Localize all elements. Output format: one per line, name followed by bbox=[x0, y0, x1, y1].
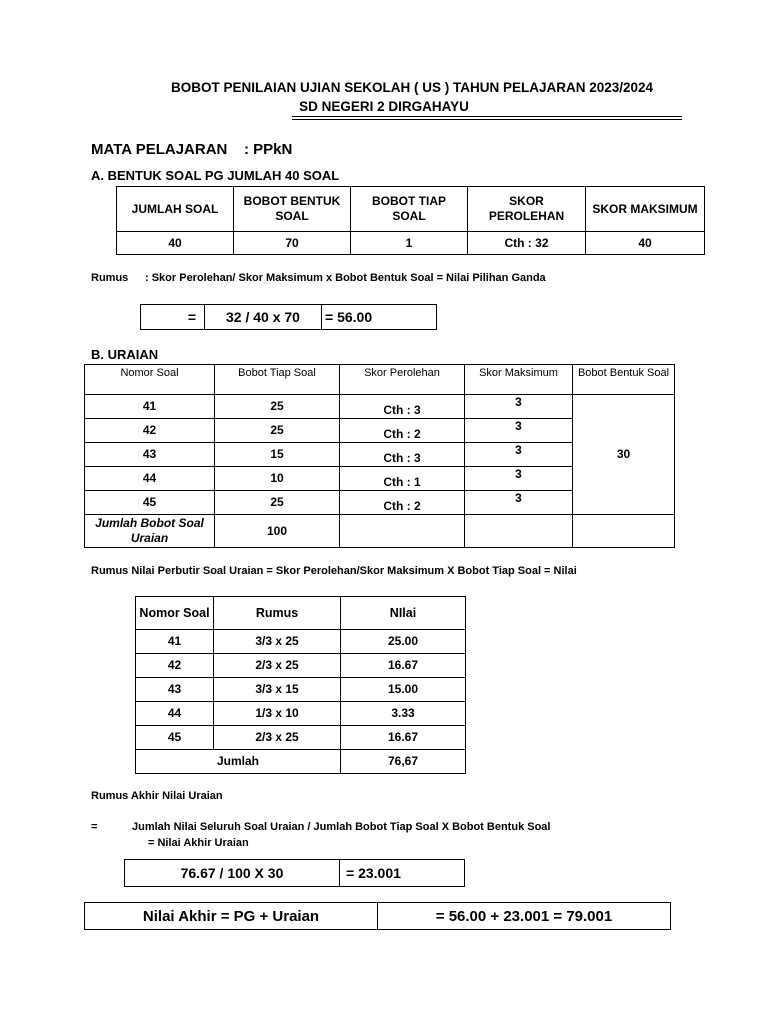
pg-header-cell: SKOR MAKSIMUM bbox=[586, 187, 705, 232]
section-a-title: A. BENTUK SOAL PG JUMLAH 40 SOAL bbox=[91, 168, 340, 183]
perbutir-no: 41 bbox=[136, 630, 214, 654]
uraian-bobot: 25 bbox=[215, 395, 340, 419]
uraian-header-cell: Nomor Soal bbox=[85, 365, 215, 395]
pg-value-cell: 40 bbox=[586, 232, 705, 255]
pg-value-row bbox=[117, 232, 705, 255]
uraian-calc-expr: 76.67 / 100 X 30 bbox=[125, 860, 340, 887]
final-box bbox=[84, 902, 671, 930]
uraian-bobot: 25 bbox=[215, 419, 340, 443]
uraian-skor: Cth : 2 bbox=[340, 491, 465, 515]
subject-value: : PPkN bbox=[244, 141, 293, 158]
uraian-calc-box bbox=[124, 859, 465, 887]
title-underline-1 bbox=[292, 116, 682, 117]
uraian-total-label: Jumlah Bobot Soal Uraian bbox=[85, 515, 215, 548]
perbutir-no: 42 bbox=[136, 654, 214, 678]
uraian-no: 42 bbox=[85, 419, 215, 443]
uraian-header-cell: Bobot Tiap Soal bbox=[215, 365, 340, 395]
perbutir-header-cell: NIlai bbox=[341, 597, 466, 630]
uraian-bobot: 10 bbox=[215, 467, 340, 491]
uraian-maks: 3 bbox=[465, 419, 573, 443]
perbutir-rumus: 2/3 x 25 bbox=[214, 726, 341, 750]
pg-table bbox=[116, 186, 705, 255]
rumus-perbutir-text: Rumus Nilai Perbutir Soal Uraian = Skor Perolehan/Skor Maksimum X Bobot Tiap Soal = Nilai bbox=[91, 565, 577, 577]
rumus-akhir-title: Rumus Akhir Nilai Uraian bbox=[91, 790, 223, 802]
pg-header-cell: JUMLAH SOAL bbox=[117, 187, 234, 232]
uraian-total-value: 100 bbox=[215, 515, 340, 548]
pg-value-cell: Cth : 32 bbox=[468, 232, 586, 255]
section-b-title: B. URAIAN bbox=[91, 347, 159, 362]
rumus-akhir-eq: = bbox=[91, 821, 98, 833]
uraian-skor: Cth : 3 bbox=[340, 395, 465, 419]
perbutir-no: 43 bbox=[136, 678, 214, 702]
uraian-bobot: 15 bbox=[215, 443, 340, 467]
pg-value-cell: 1 bbox=[351, 232, 468, 255]
perbutir-nilai: 16.67 bbox=[341, 726, 466, 750]
perbutir-nilai: 3.33 bbox=[341, 702, 466, 726]
pg-header-cell: BOBOT TIAP SOAL bbox=[351, 187, 468, 232]
table-row bbox=[85, 395, 675, 419]
perbutir-header-cell: Rumus bbox=[214, 597, 341, 630]
perbutir-nilai: 16.67 bbox=[341, 654, 466, 678]
title-underline-2 bbox=[292, 119, 682, 120]
pg-header-cell: SKOR PEROLEHAN bbox=[468, 187, 586, 232]
uraian-maks: 3 bbox=[465, 443, 573, 467]
perbutir-rumus: 3/3 x 15 bbox=[214, 678, 341, 702]
rumus-pg-text: : Skor Perolehan/ Skor Maksimum x Bobot Bentuk Soal = Nilai Pilihan Ganda bbox=[145, 272, 546, 284]
uraian-skor: Cth : 3 bbox=[340, 443, 465, 467]
uraian-no: 44 bbox=[85, 467, 215, 491]
table-row bbox=[136, 726, 466, 750]
perbutir-total-label: Jumlah bbox=[136, 750, 341, 774]
uraian-header-row bbox=[85, 365, 675, 395]
uraian-maks: 3 bbox=[465, 467, 573, 491]
uraian-empty-cell bbox=[573, 515, 675, 548]
rumus-akhir-line2: = Nilai Akhir Uraian bbox=[148, 837, 249, 849]
perbutir-rumus: 1/3 x 10 bbox=[214, 702, 341, 726]
perbutir-header-cell: Nomor Soal bbox=[136, 597, 214, 630]
final-value: = 56.00 + 23.001 = 79.001 bbox=[378, 903, 671, 930]
perbutir-total-row bbox=[136, 750, 466, 774]
rumus-label: Rumus bbox=[91, 272, 129, 284]
uraian-empty-cell bbox=[340, 515, 465, 548]
doc-title-line1: BOBOT PENILAIAN UJIAN SEKOLAH ( US ) TAHUN PELAJARAN 2023/2024 bbox=[170, 80, 654, 95]
pg-calc-box bbox=[140, 304, 437, 330]
rumus-akhir-line1: Jumlah Nilai Seluruh Soal Uraian / Jumlah Bobot Tiap Soal X Bobot Bentuk Soal bbox=[132, 821, 551, 833]
perbutir-nilai: 25.00 bbox=[341, 630, 466, 654]
perbutir-nilai: 15.00 bbox=[341, 678, 466, 702]
uraian-total-row bbox=[85, 515, 675, 548]
pg-header-cell: BOBOT BENTUK SOAL bbox=[234, 187, 351, 232]
uraian-maks: 3 bbox=[465, 395, 573, 419]
pg-header-row bbox=[117, 187, 705, 232]
uraian-skor: Cth : 1 bbox=[340, 467, 465, 491]
subject-label: MATA PELAJARAN bbox=[91, 141, 228, 158]
perbutir-total-value: 76,67 bbox=[341, 750, 466, 774]
uraian-maks: 3 bbox=[465, 491, 573, 515]
table-row bbox=[136, 702, 466, 726]
perbutir-no: 45 bbox=[136, 726, 214, 750]
uraian-bobot: 25 bbox=[215, 491, 340, 515]
uraian-calc-result: = 23.001 bbox=[340, 860, 465, 887]
perbutir-rumus: 2/3 x 25 bbox=[214, 654, 341, 678]
uraian-skor: Cth : 2 bbox=[340, 419, 465, 443]
table-row bbox=[136, 678, 466, 702]
perbutir-table bbox=[135, 596, 466, 774]
pg-value-cell: 70 bbox=[234, 232, 351, 255]
uraian-header-cell: Skor Maksimum bbox=[465, 365, 573, 395]
final-label: Nilai Akhir = PG + Uraian bbox=[85, 903, 378, 930]
pg-value-cell: 40 bbox=[117, 232, 234, 255]
uraian-header-cell: Skor Perolehan bbox=[340, 365, 465, 395]
pg-calc-expr: 32 / 40 x 70 bbox=[205, 305, 322, 330]
uraian-no: 41 bbox=[85, 395, 215, 419]
table-row bbox=[136, 654, 466, 678]
pg-calc-eq: = bbox=[141, 305, 205, 330]
doc-title-line2: SD NEGERI 2 DIRGAHAYU bbox=[299, 99, 469, 114]
pg-calc-result: = 56.00 bbox=[322, 305, 437, 330]
perbutir-header-row bbox=[136, 597, 466, 630]
table-row bbox=[136, 630, 466, 654]
uraian-no: 43 bbox=[85, 443, 215, 467]
uraian-header-cell: Bobot Bentuk Soal bbox=[573, 365, 675, 395]
uraian-bobot-bentuk: 30 bbox=[573, 395, 675, 515]
uraian-no: 45 bbox=[85, 491, 215, 515]
uraian-empty-cell bbox=[465, 515, 573, 548]
perbutir-no: 44 bbox=[136, 702, 214, 726]
perbutir-rumus: 3/3 x 25 bbox=[214, 630, 341, 654]
uraian-table bbox=[84, 364, 675, 548]
